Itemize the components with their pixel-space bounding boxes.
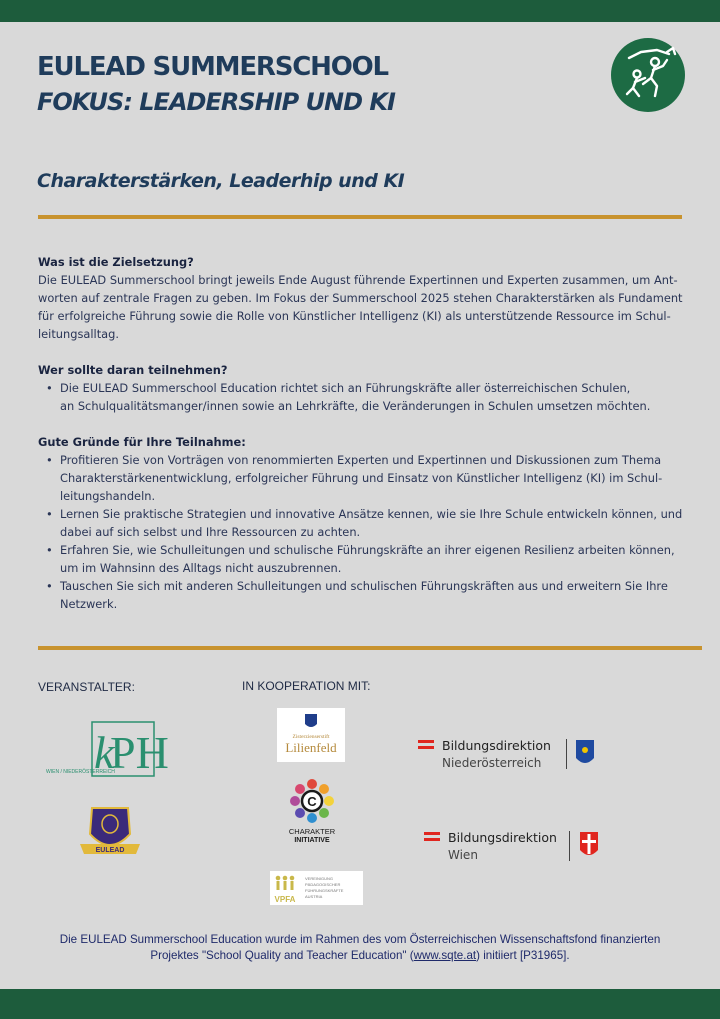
vpfa-sub-line: FÜHRUNGSKRÄFTE: [305, 888, 344, 893]
list-item-line: an Schulqualitätsmanger/innen sowie an Lehrkräfte, die Veränderungen in Schulen umsetzen möchten.: [60, 399, 651, 413]
page-title-focus: FOKUS: LEADERSHIP UND KI: [37, 88, 395, 116]
list-item-line: Erfahren Sie, wie Schulleitungen und schulische Führungskräfte an ihrer eigenen Resilienz arbeiten können,: [60, 543, 675, 557]
list-item-line: Profitieren Sie von Vorträgen von renommierten Experten und Expertinnen und Diskussionen zum Thema: [60, 453, 662, 467]
reasons-list: [38, 451, 688, 613]
footer-line2-post: ) initiiert [P31965].: [476, 949, 570, 962]
climbing-people-icon: [611, 38, 685, 112]
goal-line: leitungsalltag.: [38, 327, 120, 341]
list-item-line: Charakterstärkenentwicklung, erfolgreicher Führung und Einsatz von Künstlicher Intelligenz (KI) im Schul-: [60, 471, 663, 485]
list-item-line: dabei auf sich selbst und Ihre Ressourcen zu achten.: [60, 525, 361, 539]
eulead-logo-text: EULEAD: [95, 847, 125, 854]
list-item-line: Tauschen Sie sich mit anderen Schulleitungen und schulischen Führungskräften aus und erweitern Sie Ihre: [60, 579, 668, 593]
footer-line2-pre: Projektes "School Quality and Teacher Education" (: [150, 949, 414, 962]
divider-top: [38, 215, 682, 219]
organizer-label: VERANSTALTER:: [38, 680, 135, 694]
cooperation-label: IN KOOPERATION MIT:: [242, 679, 371, 693]
list-item: [38, 541, 688, 577]
list-item: [38, 577, 688, 613]
main-content: [38, 253, 688, 631]
footer-note: [20, 932, 700, 964]
svg-text:WIEN / NIEDERÖSTERREICH: WIEN / NIEDERÖSTERREICH: [46, 769, 115, 775]
lilienfeld-name-text: Lilienfeld: [285, 740, 337, 755]
section-subtitle: Charakterstärken, Leaderhip und KI: [37, 170, 405, 192]
vpfa-text: VPFA: [274, 895, 296, 904]
list-item-line: Die EULEAD Summerschool Education richtet sich an Führungskräfte aller österreichischen Schulen,: [60, 381, 631, 395]
list-item: [38, 451, 688, 505]
svg-text:C: C: [307, 794, 317, 809]
bottom-color-bar: [0, 989, 720, 1019]
lilienfeld-logo: [277, 708, 345, 762]
top-color-bar: [0, 0, 720, 22]
vpfa-sub-line: PÄDAGOGISCHER: [305, 882, 341, 887]
audience-heading: Wer sollte daran teilnehmen?: [38, 363, 228, 377]
svg-text:k: k: [94, 727, 115, 778]
svg-text:PH: PH: [110, 727, 169, 778]
goal-heading: Was ist die Zielsetzung?: [38, 255, 194, 269]
goal-line: für erfolgreiche Führung sowie die Rolle von Künstlicher Intelligenz (KI) als unterstützende Ressource im Schul-: [38, 309, 671, 323]
kph-logo: [44, 720, 169, 778]
footer-line1: Die EULEAD Summerschool Education wurde im Rahmen des vom Österreichischen Wissenschaftsfond finanzierten: [59, 933, 661, 946]
goal-line: worten auf zentrale Fragen zu geben. Im Fokus der Summerschool 2025 stehen Charakterstärken als Fundament: [38, 291, 683, 305]
list-item-line: Lernen Sie praktische Strategien und innovative Ansätze kennen, wie sie Ihre Schule entwickeln können, und: [60, 507, 683, 521]
charakter-line2: INITIATIVE: [294, 837, 330, 844]
lilienfeld-top-text: Zisterzienserstift: [292, 734, 330, 740]
charakter-line1: CHARAKTER: [288, 827, 336, 836]
sqte-link[interactable]: www.sqte.at: [413, 949, 477, 962]
bd-wien-line2: Wien: [448, 848, 478, 862]
page-title: EULEAD SUMMERSCHOOL: [37, 52, 388, 82]
eulead-logo: [78, 804, 142, 860]
list-item: [38, 505, 688, 541]
bildungsdirektion-wien-logo: [424, 828, 604, 864]
reasons-heading: Gute Gründe für Ihre Teilnahme:: [38, 435, 246, 449]
list-item-line: um im Wahnsinn des Alltags nicht auszubrennen.: [60, 561, 342, 575]
list-item-line: Netzwerk.: [60, 597, 118, 611]
list-item: [38, 379, 688, 415]
bd-noe-line1: Bildungsdirektion: [442, 738, 551, 753]
vpfa-sub-line: VEREINIGUNG: [305, 876, 334, 881]
charakter-initiative-logo: [284, 776, 340, 844]
bd-wien-line1: Bildungsdirektion: [448, 830, 557, 845]
goal-paragraph: [38, 271, 688, 343]
bildungsdirektion-noe-logo: [418, 736, 600, 772]
audience-list: [38, 379, 688, 415]
bd-noe-line2: Niederösterreich: [442, 756, 542, 770]
vpfa-logo: [270, 871, 363, 905]
goal-line: Die EULEAD Summerschool bringt jeweils Ende August führende Expertinnen und Experten zusammen, um Ant-: [38, 273, 678, 287]
vpfa-sub-line: AUSTRIA: [305, 894, 323, 899]
list-item-line: leitungshandeln.: [60, 489, 156, 503]
divider-bottom: [38, 646, 702, 650]
